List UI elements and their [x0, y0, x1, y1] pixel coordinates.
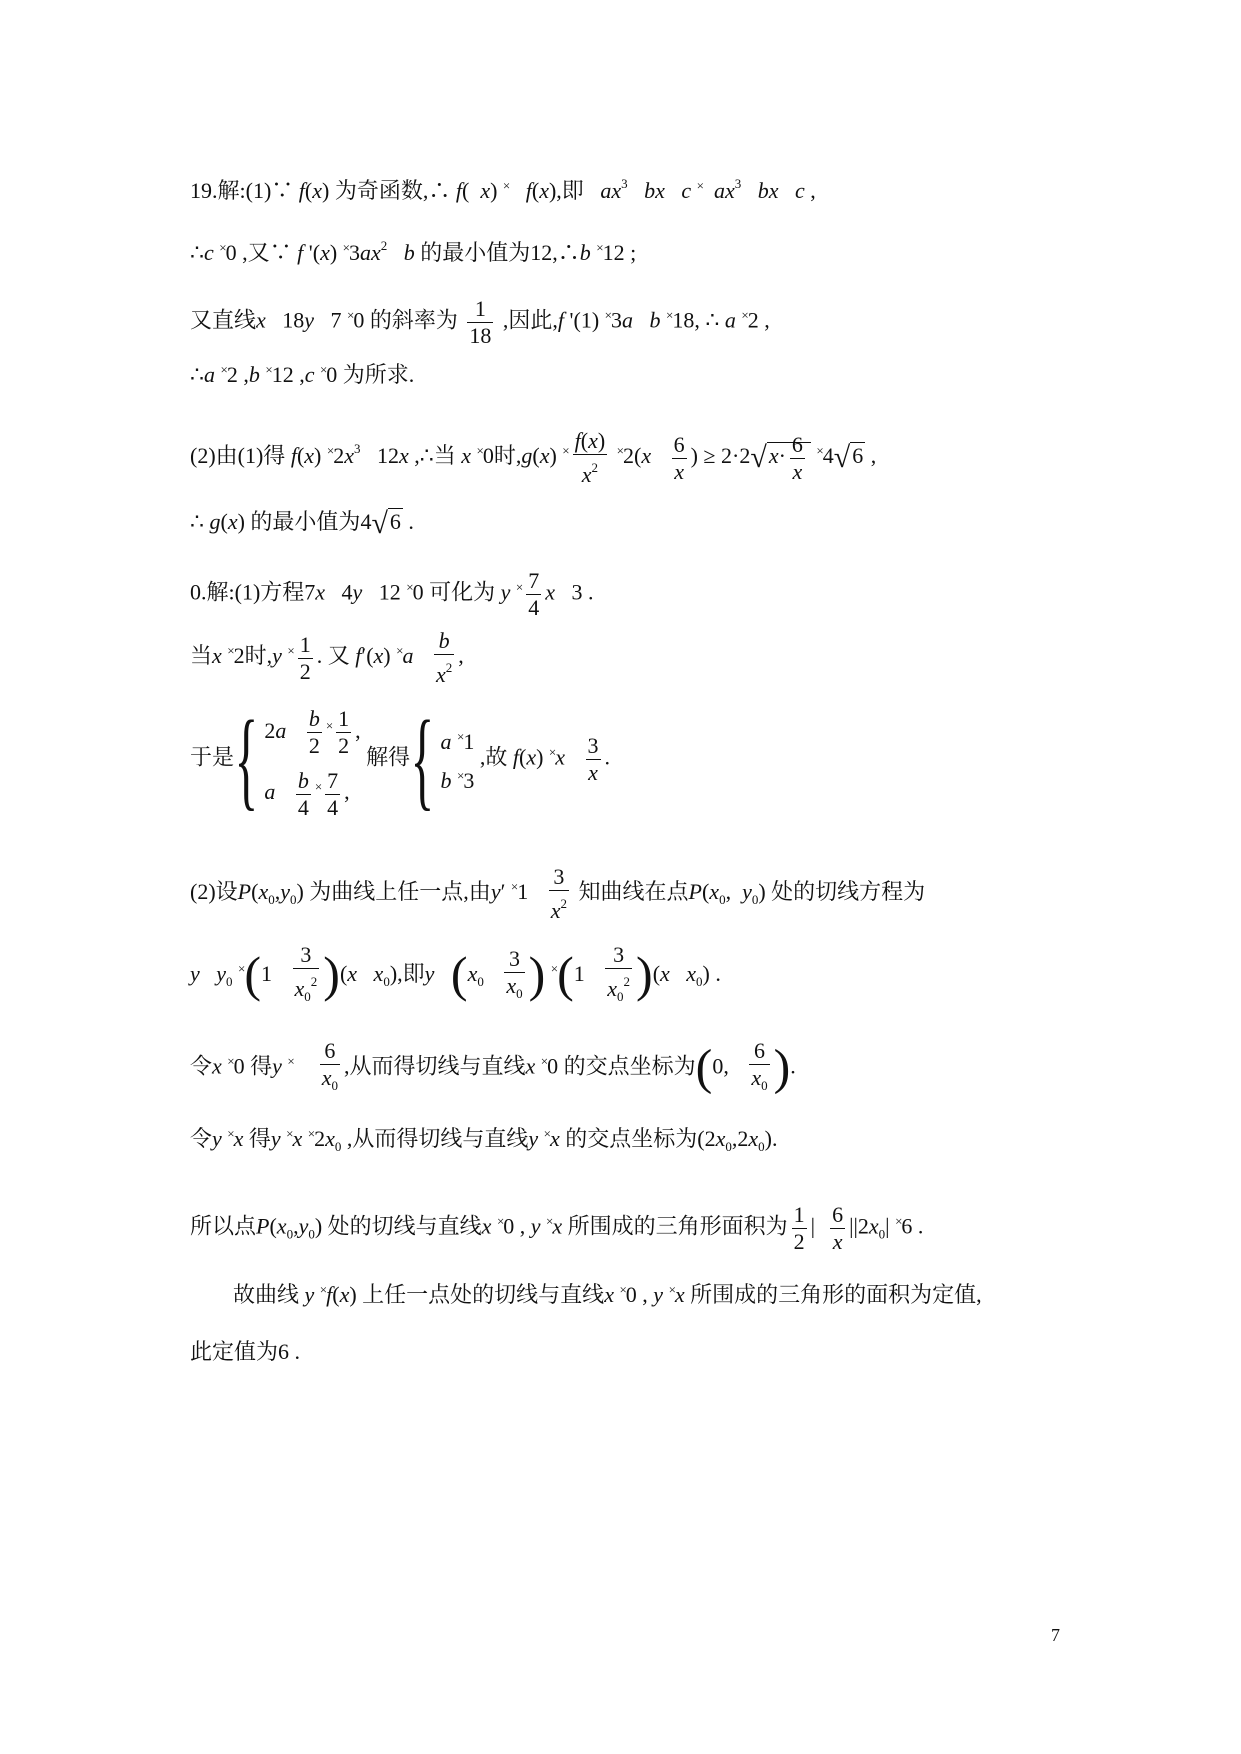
solution-20-line-6: 令x ×0 得y × $\frac{6}{x_0}$ ,从而得切线与直线x ×0 的交点坐标为(0, $\frac{6}{x_0}$ ). [190, 1038, 796, 1099]
fraction: $\frac{b}{x^2}$ [435, 628, 453, 687]
solution-19-line-3: 又直线x 18y 7 ×0 的斜率为 $\frac{1}{18}$ ,因此,f '(1) ×3a b ×18, ∴ a ×2 , [190, 296, 770, 348]
solution-20-line-5: y $y_0$ ×(1 $\frac{3}{x_0^2}$ )(x $x_0$),即y ($x_0$ $\frac{3}{x_0}$ ) ×(1 $\frac{3}{x_0^2}$ )(x $x_0$) . [190, 942, 721, 1010]
equation-system: 2a $\frac{b}{2}$ × $\frac{1}{2}$ , a $\frac{b}{4}$ × $\frac{7}{4}$ , [264, 706, 361, 820]
fraction: $\frac{3}{x^2}$ [550, 864, 567, 923]
fraction: $\frac{6}{x_0}$ [751, 1038, 768, 1093]
fraction: $\frac{1}{2}$ [793, 1202, 805, 1254]
solution-20-conclusion-1: 故曲线 y ×f(x) 上任一点处的切线与直线x ×0 , y ×x 所围成的三角形的面积为定值, [233, 1282, 982, 1307]
fraction: $\frac{3}{x_0^2}$ [607, 942, 631, 1004]
solution-19-line-4: ∴a ×2 ,b ×12 ,c ×0 为所求. [190, 362, 415, 387]
solution-20-line-1: 0.解:(1)方程7x 4y 12 ×0 可化为 y × $\frac{7}{4}$ x 3 . [190, 568, 594, 620]
fraction: $\frac{7}{4}$ [528, 568, 540, 620]
fraction: $\frac{6}{x_0}$ [321, 1038, 339, 1093]
fraction: $\frac{6}{x}$ [832, 1202, 844, 1254]
solution-20-conclusion-2: 此定值为6 . [190, 1339, 301, 1364]
fraction: $\frac{3}{x_0^2}$ [294, 942, 318, 1004]
fraction: $\frac{3}{x}$ [587, 732, 599, 785]
solution-20-line-7: 令y ×x 得y ×x $^\times 2x_0$ ,从而得切线与直线y ×x 的交点坐标为$(2x_0,2x_0)$. [190, 1126, 778, 1154]
solution-20-line-4: (2)设$P(x_0,y_0)$ 为曲线上任一点,由y′ ×1 $\frac{3}{x^2}$ 知曲线在点$P(x_0$, $y_0$) 处的切线方程为 [190, 864, 926, 923]
page-number: 7 [1051, 1625, 1060, 1645]
solution-20-line-8: 所以点$P(x_0,y_0)$ 处的切线与直线x ×0 , y ×x 所围成的三角形面积为 $\frac{1}{2}$ | $\frac{6}{x}$ $||2x_0|$ ×6 . [190, 1202, 924, 1254]
fraction: $\frac{6}{x}$ [673, 431, 685, 484]
fraction: $\frac{1}{18}$ [469, 296, 492, 348]
solution-20-line-2: 当x ×2时,y × $\frac{1}{2}$ . 又 f′(x) ×a $\frac{b}{x^2}$ , [190, 628, 464, 687]
fraction: $\frac{f(x)}{x^2}$ [574, 428, 606, 487]
fraction: $\frac{3}{x_0}$ [506, 945, 523, 1001]
solution-19-line-2: ∴c ×0 ,又∵ f '(x) $^\times 3ax^2$ b 的最小值为12,∴b ×12 ; [190, 238, 637, 265]
fraction: $\frac{6}{x}$ [791, 431, 803, 484]
solution-19-line-6: ∴ g(x) 的最小值为4√6 . [190, 507, 414, 540]
solution-19-line-5: (2)由(1)得 f(x) $^\times 2x^3$ 12x ,∴当 x ×0时,g(x) × $\frac{f(x)}{x^2}$ ×2(x $\frac{6}{x}$ ) ≥ 2·2√x· $\frac{6}{x}$ ×4√6 , [190, 428, 877, 487]
solution-20-system: 于是{ 2a $\frac{b}{2}$ × $\frac{1}{2}$ , a $\frac{b}{4}$ × $\frac{7}{4}$ , 解得{ a ×1 b ×3 ,故 f(x) ×x $\frac{3}{x}$ . [190, 698, 611, 821]
solution-19-line-1: 19.解:(1)∵ f(x) 为奇函数,∴ f( x) × f(x),即 $ax^3$ bx c × $ax^3$ bx c , [190, 176, 816, 203]
fraction: $\frac{1}{2}$ [299, 631, 311, 684]
solution-system: a ×1 b ×3 [440, 729, 475, 794]
